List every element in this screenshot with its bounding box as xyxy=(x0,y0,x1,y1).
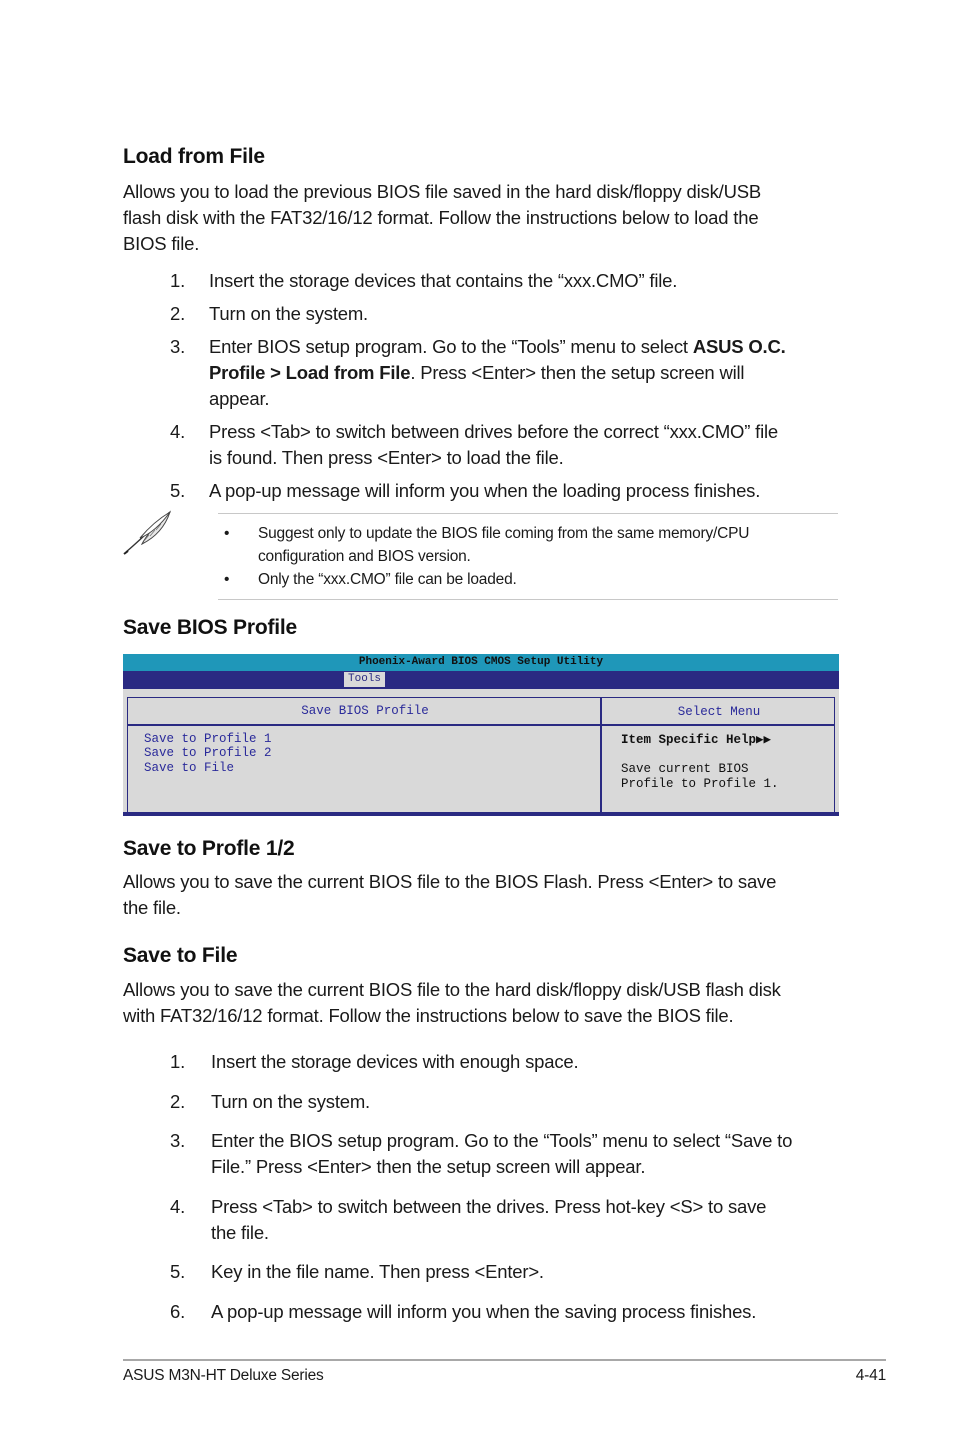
bios-menu-item-profile-2[interactable]: Save to Profile 2 xyxy=(144,746,272,760)
step-line: Press <Tab> to switch between drives before the correct “xxx.CMO” file xyxy=(209,421,778,442)
tab-tools[interactable]: Tools xyxy=(344,672,385,687)
step-line xyxy=(209,334,849,360)
step-text: . Press <Enter> then the setup screen will xyxy=(410,362,745,383)
bios-help-title-row xyxy=(621,733,771,748)
bios-help-panel xyxy=(601,725,835,813)
bios-bottom-bar xyxy=(123,812,839,816)
step-line: is found. Then press <Enter> to load the file. xyxy=(209,447,564,468)
step-line: the file. xyxy=(211,1222,269,1243)
double-arrow-right-icon: ▶▶ xyxy=(756,733,772,747)
note-bullet: • xyxy=(224,525,230,542)
step-line: Enter the BIOS setup program. Go to the “Tools” menu to select “Save to xyxy=(211,1130,793,1151)
bios-help-line: Profile to Profile 1. xyxy=(621,777,779,791)
intro-line: Allows you to save the current BIOS file to the hard disk/floppy disk/USB flash disk xyxy=(123,979,781,1000)
step-number: 6. xyxy=(170,1301,186,1322)
menu-path-bold: Profile > Load from File xyxy=(209,362,411,383)
step-number: 3. xyxy=(170,336,186,357)
note-line: Suggest only to update the BIOS file coming from the same memory/CPU xyxy=(258,525,750,542)
note-top-rule xyxy=(218,513,838,514)
step-text: Enter BIOS setup program. Go to the “Tools” menu to select xyxy=(209,336,693,357)
load-from-file-heading: Load from File xyxy=(123,145,265,168)
bios-body xyxy=(123,689,839,816)
save-to-profile-heading: Save to Profle 1/2 xyxy=(123,837,295,860)
footer-page-number: 4-41 xyxy=(855,1367,886,1384)
step-number: 5. xyxy=(170,1261,186,1282)
feather-pen-icon xyxy=(120,508,176,558)
save-to-profile-text xyxy=(123,869,843,921)
step-number: 4. xyxy=(170,1196,186,1217)
bios-right-header-panel xyxy=(601,697,835,725)
step-line: Insert the storage devices with enough space. xyxy=(211,1051,579,1072)
bios-menu-bar xyxy=(123,671,839,689)
save-to-file-intro xyxy=(123,977,853,1029)
step-number: 1. xyxy=(170,1051,186,1072)
bios-help-title: Item Specific Help xyxy=(621,733,757,747)
bios-menu-item-profile-1[interactable]: Save to Profile 1 xyxy=(144,732,272,746)
bios-left-header-panel xyxy=(127,697,601,725)
bios-left-header: Save BIOS Profile xyxy=(301,704,429,718)
bios-menu-item-save-to-file[interactable]: Save to File xyxy=(144,761,235,775)
load-from-file-intro xyxy=(123,179,843,257)
note-line: Only the “xxx.CMO” file can be loaded. xyxy=(258,571,517,588)
step-line: File.” Press <Enter> then the setup screen will appear. xyxy=(211,1156,646,1177)
step-number: 1. xyxy=(170,270,186,291)
step-line xyxy=(209,360,849,386)
step-number: 2. xyxy=(170,1091,186,1112)
intro-line: flash disk with the FAT32/16/12 format. Follow the instructions below to load the xyxy=(123,207,759,228)
step-line: Turn on the system. xyxy=(209,303,368,324)
paragraph-line: Allows you to save the current BIOS file to the BIOS Flash. Press <Enter> to save xyxy=(123,871,777,892)
intro-line: BIOS file. xyxy=(123,233,200,254)
step-number: 3. xyxy=(170,1130,186,1151)
footer-rule xyxy=(123,1359,886,1361)
step-line: A pop-up message will inform you when the loading process finishes. xyxy=(209,480,761,501)
step-line: A pop-up message will inform you when the saving process finishes. xyxy=(211,1301,757,1322)
bios-menu-panel xyxy=(127,725,601,813)
step-line: Turn on the system. xyxy=(211,1091,370,1112)
note-line: configuration and BIOS version. xyxy=(258,548,471,565)
note-bottom-rule xyxy=(218,599,838,600)
step-number: 2. xyxy=(170,303,186,324)
menu-path-bold: ASUS O.C. xyxy=(692,336,786,357)
note-bullet: • xyxy=(224,571,230,588)
bios-title-bar: Phoenix-Award BIOS CMOS Setup Utility xyxy=(123,654,839,671)
save-bios-profile-heading: Save BIOS Profile xyxy=(123,616,298,639)
step-line: appear. xyxy=(209,388,270,409)
save-to-file-heading: Save to File xyxy=(123,944,238,967)
footer-product-name: ASUS M3N-HT Deluxe Series xyxy=(123,1367,324,1384)
bios-help-line: Save current BIOS xyxy=(621,762,749,776)
bios-screen xyxy=(123,654,839,816)
step-number: 5. xyxy=(170,480,186,501)
step-line: Press <Tab> to switch between the drives. Press hot-key <S> to save xyxy=(211,1196,767,1217)
step-line: Insert the storage devices that contains the “xxx.CMO” file. xyxy=(209,270,678,291)
step-number: 4. xyxy=(170,421,186,442)
intro-line: with FAT32/16/12 format. Follow the instructions below to save the BIOS file. xyxy=(123,1005,734,1026)
intro-line: Allows you to load the previous BIOS file saved in the hard disk/floppy disk/USB xyxy=(123,181,762,202)
paragraph-line: the file. xyxy=(123,897,181,918)
step-line: Key in the file name. Then press <Enter>. xyxy=(211,1261,544,1282)
bios-right-header: Select Menu xyxy=(677,705,761,719)
